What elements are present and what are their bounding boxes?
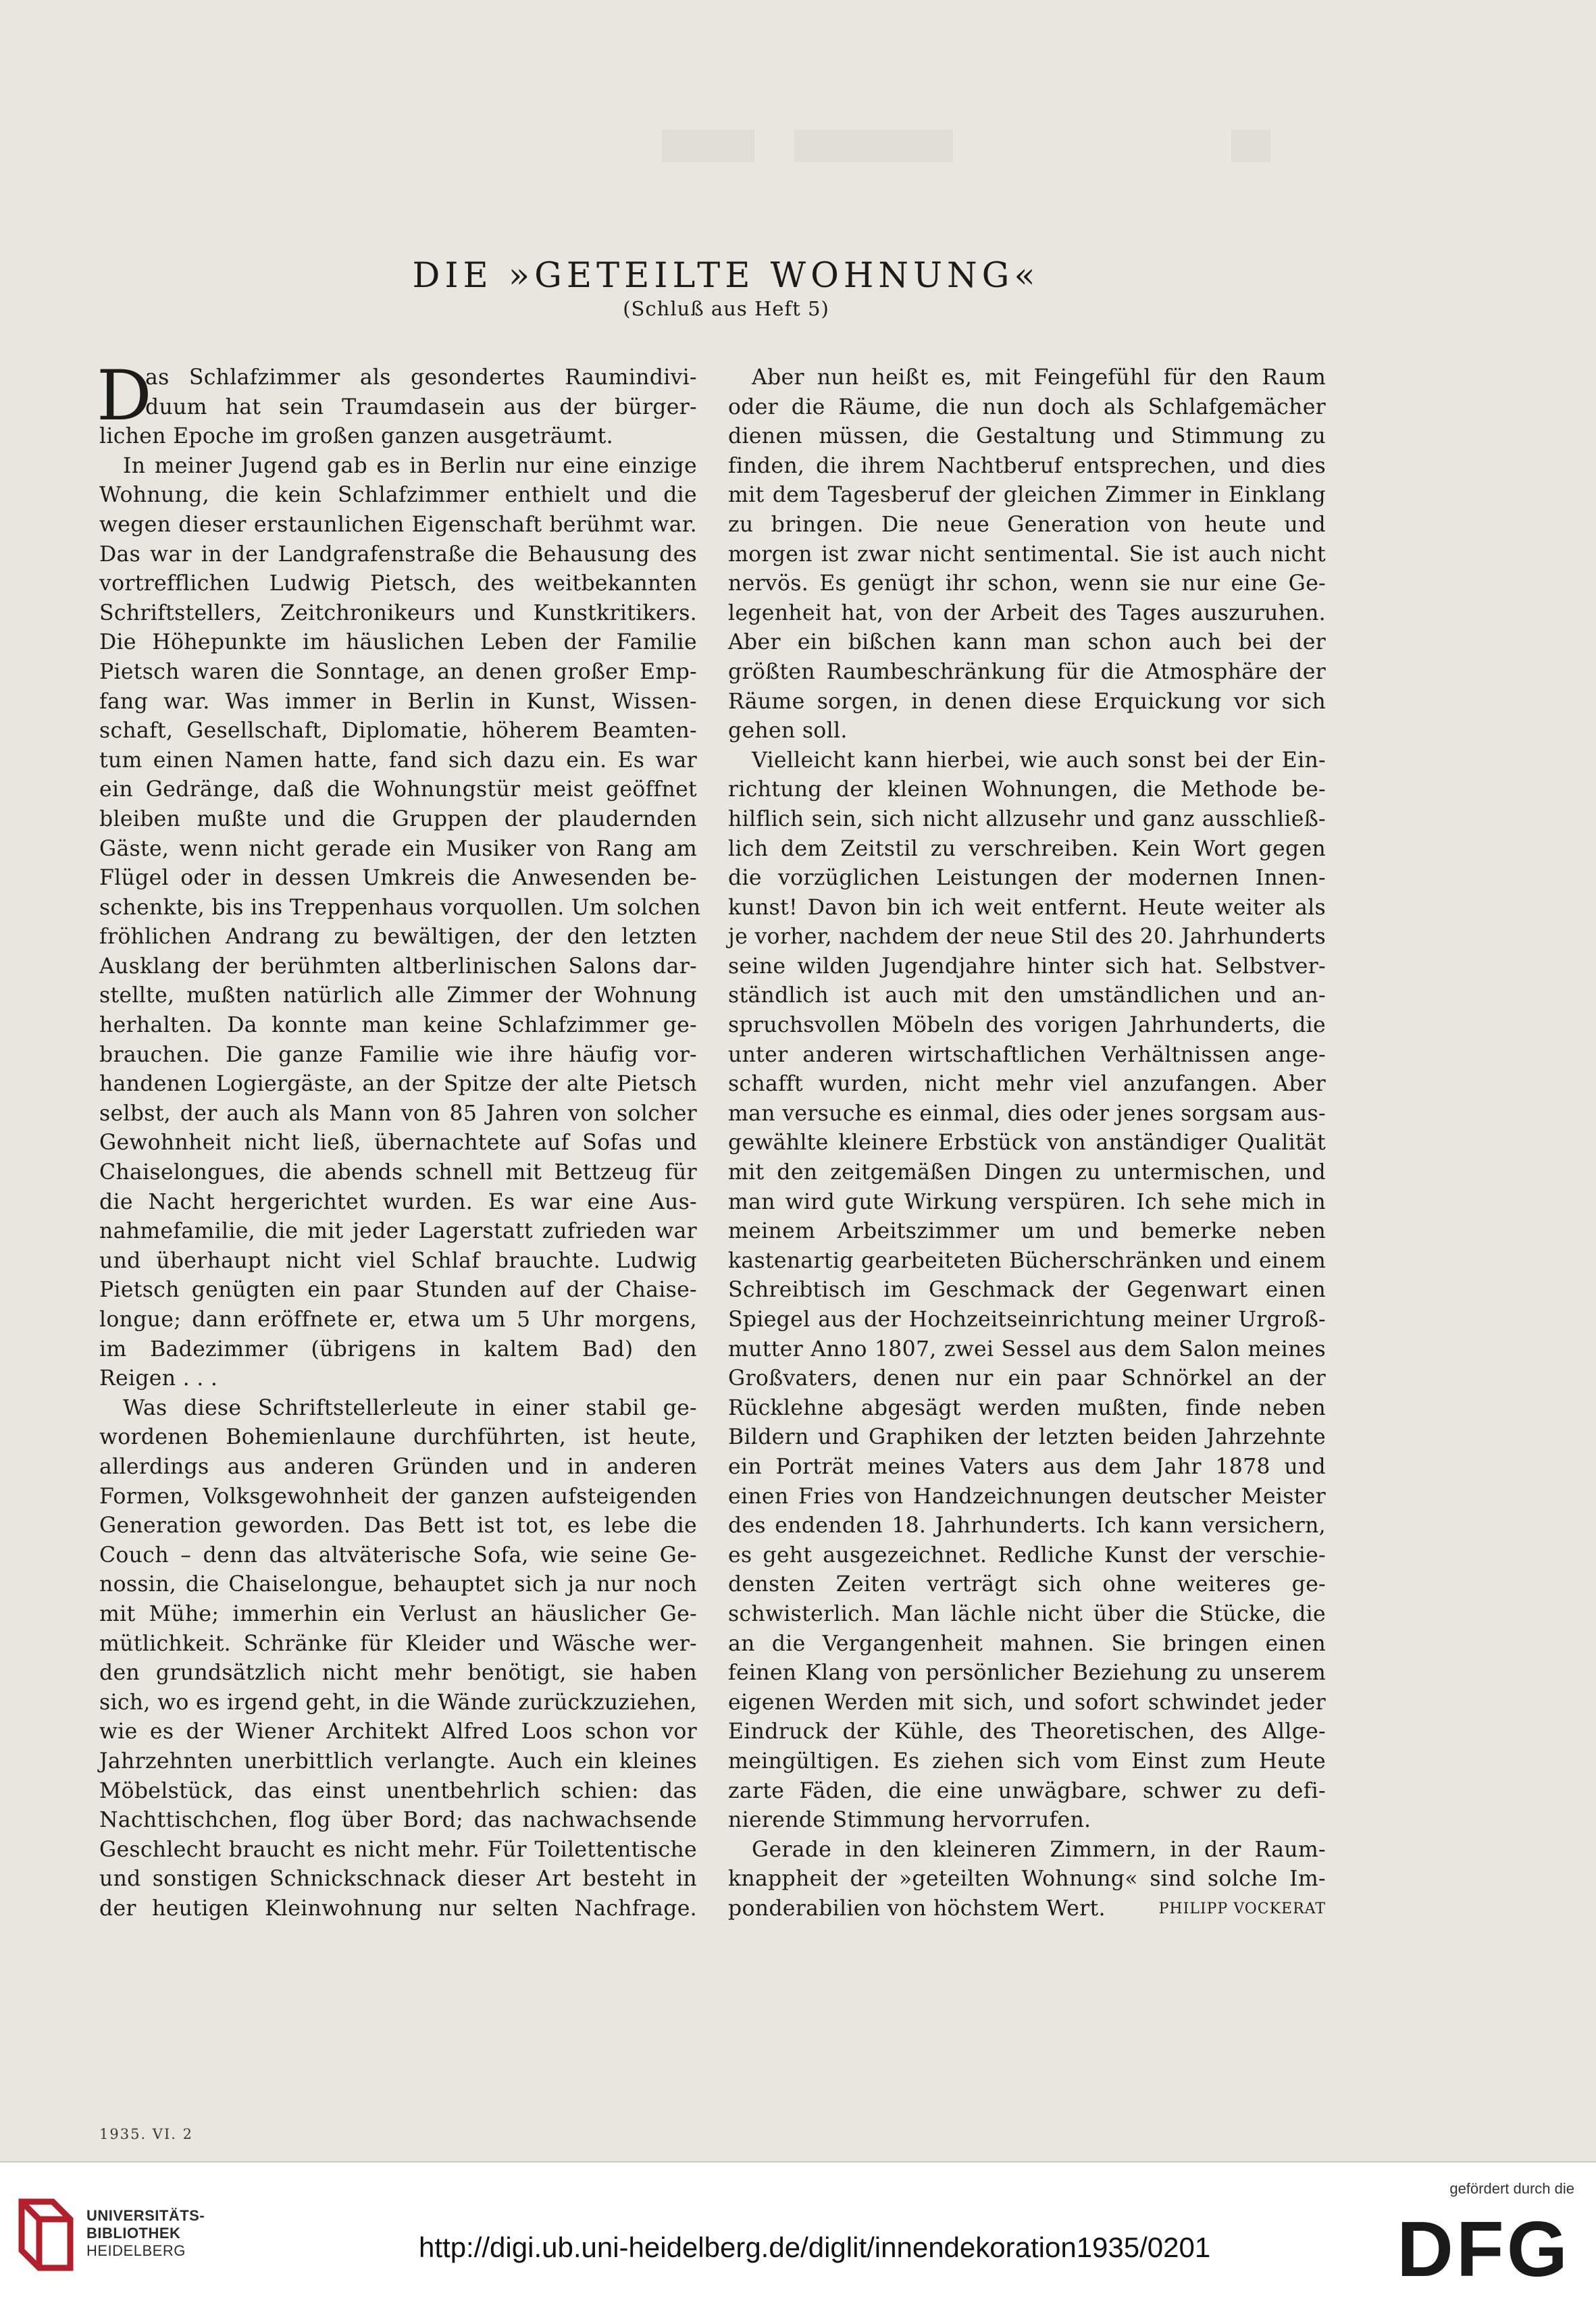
text-line [728,511,1326,540]
text-line [728,775,1326,805]
library-logo-icon [12,2198,80,2272]
text-line-content: Pietsch waren die Sonntage, an denen großer Emp- [99,659,697,684]
text-line-content: vortrefflichen Ludwig Pietsch, des weitbekannten [99,571,697,596]
text-line [99,1217,697,1247]
text-line [99,1688,697,1718]
text-line [728,981,1326,1011]
text-line-content: Flügel oder in dessen Umkreis die Anwesenden be- [99,866,697,891]
text-line-content: Reigen . . . [99,1366,218,1391]
text-line-content: schaft, Gesellschaft, Diplomatie, höherem Beamten- [99,719,697,744]
text-line [728,628,1326,658]
library-name-line: UNIVERSITÄTS- [86,2207,205,2224]
text-line [99,628,697,658]
text-line [99,775,697,805]
text-line [728,1423,1326,1453]
text-line [99,569,697,599]
text-line-content: Das war in der Landgrafenstraße die Behausung des [99,542,697,567]
text-line [99,1482,697,1512]
text-line-content: wordenen Bohemienlaune durchführten, ist heute, [99,1425,697,1450]
text-line-content: Bildern und Graphiken der letzten beiden Jahrzehnte [728,1425,1326,1450]
text-line-content: zu bringen. Die neue Generation von heute und [728,512,1326,537]
text-line-content: fang war. Was immer in Berlin in Kunst, Wissen- [99,689,697,714]
text-line-content: morgen ist zwar nicht sentimental. Sie ist auch nicht [728,542,1326,567]
text-line [99,864,697,894]
text-line [728,1688,1326,1718]
text-line [99,835,697,864]
text-line-content: Aber nun heißt es, mit Feingefühl für den Raum [752,365,1326,390]
article-subtitle: (Schluß aus Heft 5) [623,297,829,320]
text-line-content: Nachttischchen, flog über Bord; das nachwachsende [99,1808,697,1833]
text-line [728,746,1326,776]
text-line-content: die vorzüglichen Leistungen der modernen Innen- [728,866,1326,891]
text-line [99,717,697,746]
text-line-content: Wohnung, die kein Schlafzimmer enthielt und die [99,483,697,508]
text-line-content: gewählte kleinere Erbstück von anständiger Qualität [728,1131,1326,1156]
text-line-content: meingültigen. Es ziehen sich vom Einst zum Heute [728,1749,1326,1774]
text-line [728,1276,1326,1305]
text-line-content: es geht ausgezeichnet. Redliche Kunst der verschie- [728,1543,1326,1568]
text-line-content: stellte, mußten natürlich alle Zimmer der Wohnung [99,983,697,1008]
text-line [728,1836,1326,1865]
text-line [728,1865,1326,1894]
bleed-through-header [662,130,1324,162]
text-line-content: spruchsvollen Möbeln des vorigen Jahrhunderts, die [728,1013,1326,1038]
text-line [728,1099,1326,1129]
text-line-content: Gerade in den kleineren Zimmern, in der Raum- [752,1837,1326,1862]
text-line [99,1041,697,1070]
text-line [728,835,1326,864]
text-line [99,1806,697,1836]
text-line-content: hilflich sein, sich nicht allzusehr und ganz ausschließ- [728,806,1326,831]
text-line-content: man versuche es einmal, dies oder jenes sorgsam aus- [728,1101,1326,1126]
text-line [99,1158,697,1188]
text-line [728,1453,1326,1482]
text-line [99,1394,697,1424]
text-line-content: legenheit hat, von der Arbeit des Tages auszuruhen. [728,600,1326,625]
text-line-content: sich, wo es irgend geht, in die Wände zurückzuziehen, [99,1690,697,1715]
text-line-content: finden, die ihrem Nachtberuf entsprechen, und dies [728,453,1326,478]
text-line [728,1570,1326,1600]
text-line-content: einen Fries von Handzeichnungen deutscher Meister [728,1484,1326,1509]
text-line [728,1335,1326,1365]
text-line [728,1659,1326,1688]
text-line [728,1247,1326,1276]
text-line-content: wie es der Wiener Architekt Alfred Loos schon vor [99,1719,697,1744]
text-line-content: kunst! Davon bin ich weit entfernt. Heute weiter als [728,895,1326,920]
text-line [99,894,701,923]
text-line-content: man wird gute Wirkung verspüren. Ich sehe mich in [728,1189,1326,1214]
text-line [99,393,697,423]
text-line [728,1511,1326,1541]
text-line-content: knappheit der »geteilten Wohnung« sind solche Im- [728,1867,1326,1892]
text-line [728,1041,1326,1070]
text-line-content: fröhlichen Andrang zu bewältigen, der den letzten [99,925,697,950]
text-line-content: Was diese Schriftstellerleute in einer stabil ge- [123,1395,697,1420]
text-line [728,1158,1326,1188]
text-line [728,952,1326,982]
text-line [728,1541,1326,1571]
text-line [99,746,697,776]
text-line [728,658,1326,688]
text-line [99,422,697,452]
text-line [99,688,697,717]
text-line-content: Geschlecht braucht es nicht mehr. Für Toilettentische [99,1837,697,1862]
text-line-content: selbst, der auch als Mann von 85 Jahren von solcher [99,1101,697,1126]
text-line-content: seine wilden Jugendjahre hinter sich hat. Selbstver- [728,954,1326,979]
text-line-content: größten Raumbeschränkung für die Atmosphäre der [728,659,1326,684]
text-line-content: nierende Stimmung hervorrufen. [728,1808,1091,1833]
text-line [99,481,697,511]
text-line [728,688,1326,717]
text-line [728,599,1326,629]
text-line [99,981,697,1011]
text-line-content: bleiben mußte und die Gruppen der plaudernden [99,806,697,831]
text-line [99,1717,697,1747]
text-line-content: lich dem Zeitstil zu verschreiben. Kein Wort gegen [728,836,1326,861]
text-line [99,1188,697,1218]
text-line [99,1364,697,1394]
text-line [99,1247,697,1276]
text-line-content: tum einen Namen hatte, fand sich dazu ein. Es war [99,748,697,773]
text-line-content: nossin, die Chaiselongue, behauptet sich ja nur noch [99,1572,697,1597]
text-line-content: Spiegel aus der Hochzeitseinrichtung meiner Urgroß- [728,1308,1326,1332]
text-line-content: Eindruck der Kühle, des Theoretischen, des Allge- [728,1719,1326,1744]
drop-cap: D [97,356,153,436]
text-line [99,1570,697,1600]
text-line [728,894,1326,923]
right-column [728,363,1326,1923]
text-line-content: eigenen Werden mit sich, und sofort schwindet jeder [728,1690,1326,1715]
text-line-content: unter anderen wirtschaftlichen Verhältnissen ange- [728,1042,1326,1067]
text-line-content: Couch – denn das altväterische Sofa, wie seine Ge- [99,1543,697,1568]
text-line-content: Chaiselongues, die abends schnell mit Bettzeug für [99,1160,697,1185]
text-line-content: nervös. Es genügt ihr schon, wenn sie nur eine Ge- [728,571,1326,596]
text-line-content: ein Gedränge, daß die Wohnungstür meist geöffnet [99,777,697,802]
text-line [99,1305,697,1335]
text-line [728,569,1326,599]
text-line-content: handenen Logiergäste, an der Spitze der alte Pietsch [99,1072,697,1097]
text-line [728,1630,1326,1659]
text-line [99,511,697,540]
text-line [99,805,697,835]
text-line-content: Aber ein bißchen kann man schon auch bei der [728,630,1326,655]
text-line [99,658,697,688]
text-line-content: den grundsätzlich nicht mehr benötigt, sie haben [99,1661,697,1686]
text-line [728,864,1326,894]
text-line-content: der heutigen Kleinwohnung nur selten Nachfrage. [99,1896,697,1921]
text-line-content: im Badezimmer (übrigens in kaltem Bad) den [99,1337,697,1362]
text-line [99,452,697,482]
text-line-content: an die Vergangenheit mahnen. Sie bringen einen [728,1631,1326,1656]
funder-note: gefördert durch die [1449,2180,1574,2197]
text-line-content: Pietsch genügten ein paar Stunden auf der Chaise- [99,1278,697,1303]
text-line-content: schwisterlich. Man lächle nicht über die Stücke, die [728,1601,1326,1626]
text-line-content: Gewohnheit nicht ließ, übernachtete auf Sofas und [99,1131,697,1156]
text-line-content: meinem Arbeitszimmer um und bemerke neben [728,1219,1326,1244]
text-line-content: mit dem Tagesberuf der gleichen Zimmer in Einklang [728,483,1326,508]
text-line [99,1865,697,1894]
text-line [99,1894,697,1924]
text-line [728,452,1326,482]
text-line-content: schenkte, bis ins Treppenhaus vorquollen. Um solchen [99,895,701,920]
text-line [99,1836,697,1865]
text-line [728,1305,1326,1335]
library-name-line: HEIDELBERG [86,2242,186,2259]
text-line [728,923,1326,952]
text-line [728,1717,1326,1747]
text-line [728,1011,1326,1041]
text-line [99,1600,697,1630]
text-line-content: dienen müssen, die Gestaltung und Stimmung zu [728,424,1326,449]
text-line [728,363,1326,393]
text-line-content: as Schlafzimmer als gesondertes Raumindivi- [145,365,697,390]
text-line-content: ständlich ist auch mit den umständlichen und an- [728,983,1326,1008]
text-line-content: duum hat sein Traumdasein aus der bürger- [145,394,697,419]
library-name-line: BIBLIOTHEK [86,2225,181,2242]
text-line [99,1335,697,1365]
text-line [728,1806,1326,1836]
text-line-content: oder die Räume, die nun doch als Schlafgemächer [728,394,1326,419]
text-line-content: herhalten. Da konnte man keine Schlafzimmer ge- [99,1013,697,1038]
text-line-content: und überhaupt nicht viel Schlaf brauchte. Ludwig [99,1248,697,1273]
text-line-content: mit Mühe; immerhin ein Verlust an häuslicher Ge- [99,1601,697,1626]
text-line [99,1276,697,1305]
left-column [97,356,701,1923]
text-line-content: Gäste, wenn nicht gerade ein Musiker von Rang am [99,836,697,861]
text-line [728,1747,1326,1777]
text-line [728,1188,1326,1218]
text-line-content: longue; dann eröffnete er, etwa um 5 Uhr morgens, [99,1308,697,1332]
text-line-content: Ausklang der berühmten altberlinischen Salons dar- [99,954,697,979]
text-line [99,1747,697,1777]
text-line-content: richtung der kleinen Wohnungen, die Methode be- [728,777,1326,802]
dfg-logo-icon: DFG [1397,2205,1570,2293]
text-line-content: kastenartig gearbeiteten Bücherschränken und einem [728,1248,1326,1273]
text-line-content: Möbelstück, das einst unentbehrlich schien: das [99,1778,697,1803]
text-line [728,1600,1326,1630]
text-line-content: nahmefamilie, die mit jeder Lagerstatt zufrieden war [99,1219,697,1244]
library-name [86,2207,205,2260]
text-line-content: mit den zeitgemäßen Dingen zu untermischen, und [728,1160,1326,1185]
text-line [99,1659,697,1688]
text-line-content: Schriftstellers, Zeitchronikeurs und Kunstkritikers. [99,600,697,625]
text-line [728,1129,1326,1158]
text-line [728,393,1326,423]
text-line [99,923,697,952]
text-line-content: und sonstigen Schnickschnack dieser Art besteht in [99,1867,697,1892]
text-line [99,1630,697,1659]
text-line-content: mütlichkeit. Schränke für Kleider und Wäsche wer- [99,1631,697,1656]
text-line-content: densten Zeiten verträgt sich ohne weiteres ge- [728,1572,1326,1597]
text-line-content: allerdings aus anderen Gründen und in anderen [99,1454,697,1479]
text-line [728,1894,1326,1924]
text-line-content: Formen, Volksgewohnheit der ganzen aufsteigenden [99,1484,697,1509]
text-line [99,1453,697,1482]
text-line-content: Die Höhepunkte im häuslichen Leben der Familie [99,630,697,655]
text-line-content: zarte Fäden, die eine unwägbare, schwer zu defi- [728,1778,1326,1803]
text-line [99,1511,697,1541]
text-line [728,1777,1326,1807]
text-line-content: Vielleicht kann hierbei, wie auch sonst bei der Ein- [752,748,1326,773]
text-line [728,717,1326,746]
text-line [728,1364,1326,1394]
text-line [99,540,697,570]
text-line [99,363,697,393]
text-line [99,1070,697,1099]
text-line [728,422,1326,452]
text-line-content: Jahrzehnten unerbittlich verlangte. Auch ein kleines [99,1749,697,1774]
permalink-url[interactable]: http://digi.ub.uni-heidelberg.de/diglit/innendekoration1935/0201 [419,2231,1211,2263]
text-line-content: Räume sorgen, in denen diese Erquickung vor sich [728,689,1326,714]
text-line [99,1423,697,1453]
text-line-content: je vorher, nachdem der neue Stil des 20. Jahrhunderts [728,925,1326,950]
footer-bar [0,2161,1596,2303]
page-mark: 1935. VI. 2 [99,2126,193,2142]
text-line [728,1482,1326,1512]
text-line-content: Generation geworden. Das Bett ist tot, es lebe die [99,1513,697,1538]
text-line [728,1394,1326,1424]
text-line [99,1099,697,1129]
author-signature: PHILIPP VOCKERAT [1158,1900,1326,1917]
text-line-content: mutter Anno 1807, zwei Sessel aus dem Salon meines [728,1337,1326,1362]
text-line [728,1217,1326,1247]
text-line-content: ein Porträt meines Vaters aus dem Jahr 1878 und [728,1454,1326,1479]
text-line [99,952,697,982]
text-line-content: die Nacht hergerichtet wurden. Es war eine Aus- [99,1189,697,1214]
text-line-content: Schreibtisch im Geschmack der Gegenwart einen [728,1278,1326,1303]
text-line [99,1777,697,1807]
text-line [99,1129,697,1158]
text-line [728,1070,1326,1099]
text-line-content: ponderabilien von höchstem Wert. [728,1896,1106,1921]
text-line-content: wegen dieser erstaunlichen Eigenschaft berühmt war. [99,512,697,537]
text-line [728,805,1326,835]
text-line-content: gehen soll. [728,719,848,744]
text-line-content: schafft wurden, nicht mehr viel anzufangen. Aber [728,1072,1326,1097]
text-line [99,1541,697,1571]
text-line-content: lichen Epoche im großen ganzen ausgeträumt. [99,424,613,449]
text-line [99,599,697,629]
text-line-content: des endenden 18. Jahrhunderts. Ich kann versichern, [728,1513,1326,1538]
text-line-content: Großvaters, denen nur ein paar Schnörkel an der [728,1366,1326,1391]
text-line [728,481,1326,511]
text-line-content: In meiner Jugend gab es in Berlin nur eine einzige [123,453,697,478]
text-line-content: feinen Klang von persönlicher Beziehung zu unserem [728,1661,1326,1686]
text-line [728,540,1326,570]
article-title: DIE »GETEILTE WOHNUNG« [412,256,1040,296]
text-line-content: Rücklehne abgesägt werden mußten, finde neben [728,1395,1326,1420]
text-line-content: brauchen. Die ganze Familie wie ihre häufig vor- [99,1042,697,1067]
text-line [99,1011,697,1041]
